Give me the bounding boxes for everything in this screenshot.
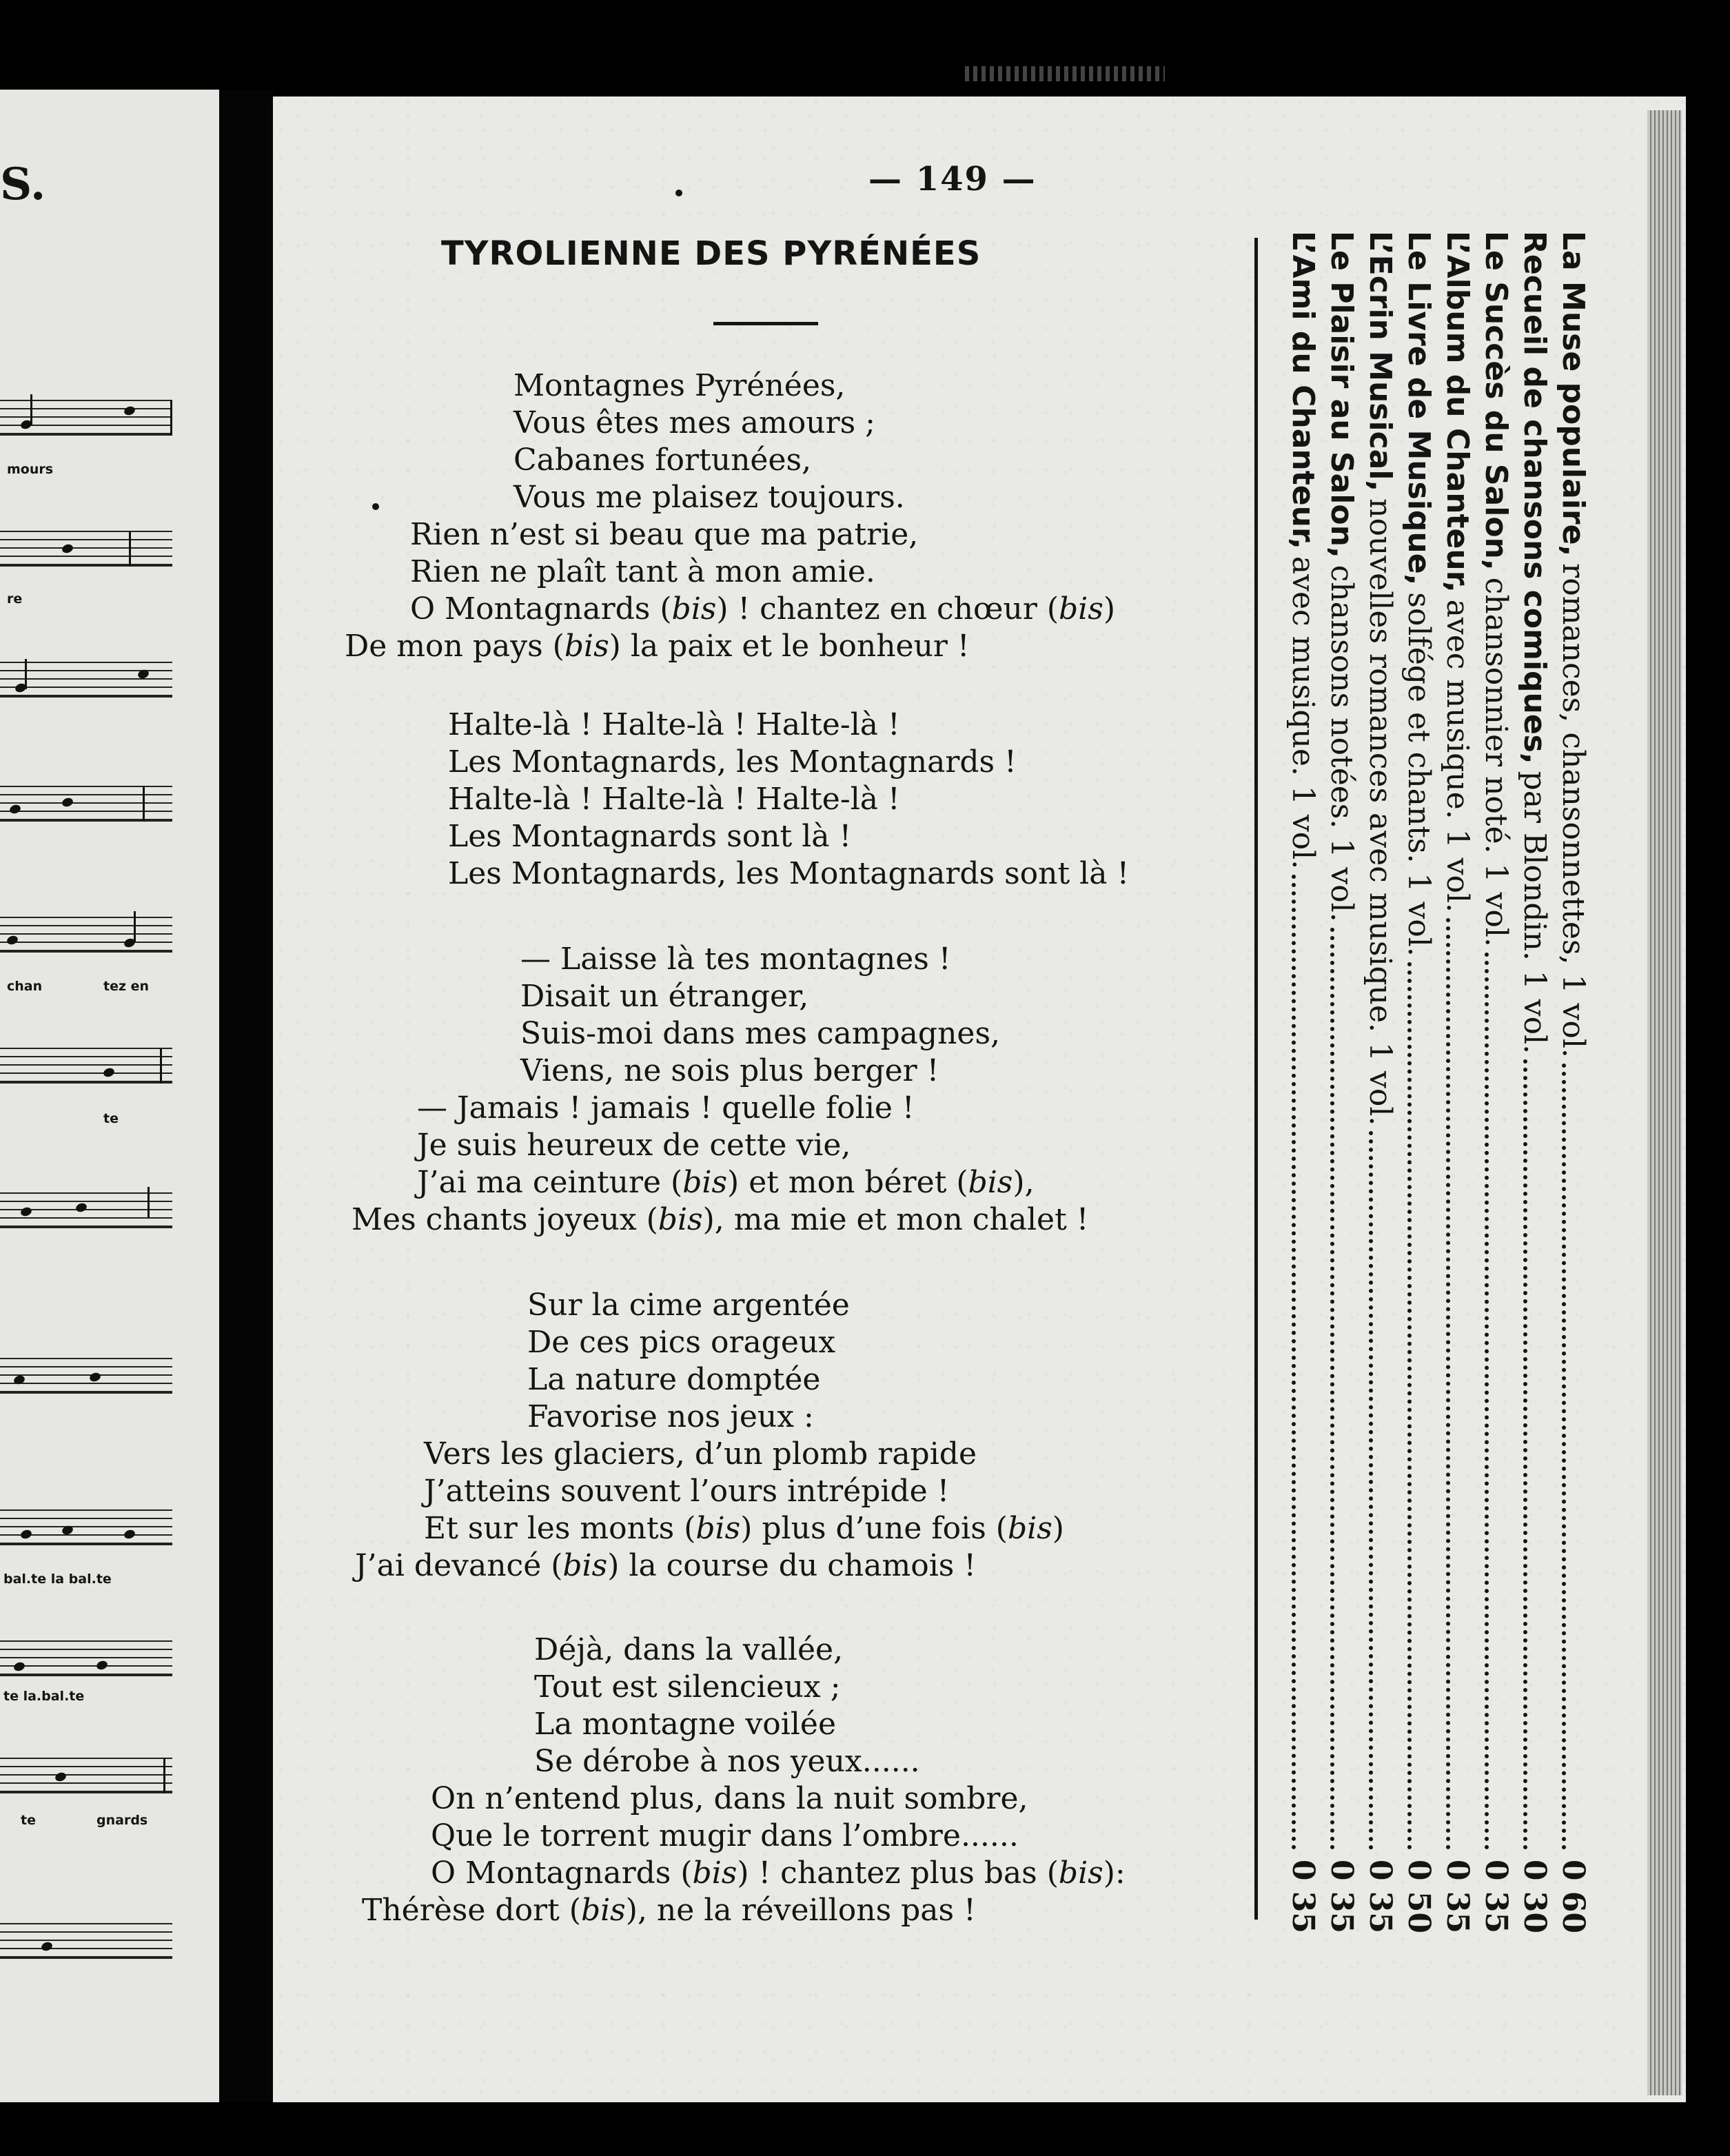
catalogue-entry — [1554, 231, 1592, 1933]
catalogue-entry-title: Le Plaisir au Salon, — [1324, 231, 1359, 558]
music-staff — [0, 1640, 172, 1676]
catalogue-entry-description: par Blondin. 1 vol. — [1517, 771, 1552, 1055]
music-note — [8, 804, 21, 815]
lyric-fragment: bal.te la bal.te — [3, 1572, 112, 1587]
verse-line: Suis-moi dans mes campagnes, — [520, 1016, 1001, 1051]
verse-line: O Montagnards (bis) ! chantez plus bas (bis): — [431, 1855, 1126, 1891]
music-note-stem — [134, 911, 136, 942]
music-staff — [0, 1923, 172, 1959]
catalogue-entry-price: 0 30 — [1517, 1859, 1552, 1933]
verse-line: De ces pics orageux — [527, 1325, 836, 1360]
page-edges — [1647, 110, 1682, 2095]
lyric-fragment: tez en — [103, 979, 150, 994]
title-rule — [713, 322, 818, 325]
music-note — [54, 1771, 67, 1783]
music-note — [19, 1529, 32, 1540]
catalogue-entry-title: Recueil de chansons comiques, — [1517, 231, 1552, 764]
catalogue-entry-price: 0 50 — [1401, 1859, 1436, 1933]
music-staff — [0, 786, 172, 822]
catalogue-entry-title: L’Ami du Chanteur, — [1285, 231, 1321, 549]
catalogue-entry — [1399, 231, 1438, 1933]
catalogue-entry-price: 0 35 — [1440, 1859, 1475, 1933]
previous-page-fragment — [0, 90, 219, 2102]
verse-line: Halte-là ! Halte-là ! Halte-là ! — [448, 782, 900, 817]
verse-line: Tout est silencieux ; — [534, 1669, 841, 1705]
music-note — [12, 1661, 26, 1673]
catalogue-entry — [1515, 231, 1554, 1933]
catalogue-entry-title: Le Succès du Salon, — [1478, 231, 1514, 571]
verse-line: Mes chants joyeux (bis), ma mie et mon chalet ! — [352, 1202, 1089, 1237]
verse-line: On n’entend plus, dans la nuit sombre, — [431, 1781, 1028, 1816]
music-staff — [0, 1509, 172, 1545]
verse-line: Les Montagnards, les Montagnards ! — [448, 744, 1017, 780]
verse-line: Cabanes fortunées, — [513, 443, 812, 478]
catalogue-entry — [1438, 231, 1476, 1933]
catalogue-entry-description: chansons notées. 1 vol. — [1324, 565, 1359, 922]
catalogue-entry-price: 0 35 — [1478, 1859, 1514, 1933]
print-smudge — [965, 66, 1165, 81]
music-staff — [0, 1358, 172, 1394]
lyric-fragment: gnards — [96, 1813, 148, 1828]
catalogue-entry — [1361, 231, 1399, 1933]
dot-leader — [1523, 1059, 1527, 1850]
verse-line: Disait un étranger, — [520, 979, 809, 1014]
catalogue-entry — [1476, 231, 1515, 1933]
dot-leader — [1446, 918, 1450, 1850]
verse-line: J’atteins souvent l’ours intrépide ! — [424, 1474, 950, 1509]
verse-line: Que le torrent mugir dans l’ombre...... — [431, 1818, 1019, 1853]
catalogue-entry-description: avec musique. 1 vol. — [1285, 556, 1321, 870]
music-barline — [163, 1758, 165, 1793]
verse-line: — Laisse là tes montagnes ! — [520, 942, 951, 977]
music-note — [61, 1525, 74, 1536]
dot-leader — [1330, 928, 1334, 1850]
music-staff — [0, 1758, 172, 1793]
catalogue-entry-title: L’Ecrin Musical, — [1363, 231, 1398, 492]
lyric-fragment: mours — [7, 462, 54, 477]
stray-dot — [372, 503, 379, 510]
music-note — [6, 935, 19, 946]
dot-leader — [1407, 962, 1412, 1850]
catalogue-entry-price: 0 35 — [1324, 1859, 1359, 1933]
verse-line: La nature domptée — [527, 1362, 821, 1397]
verse-line: — Jamais ! jamais ! quelle folie ! — [417, 1090, 915, 1126]
music-note — [123, 1529, 136, 1540]
verse-line: Vous êtes mes amours ; — [513, 405, 875, 440]
music-note-stem — [147, 1187, 150, 1217]
verse-line: Halte-là ! Halte-là ! Halte-là ! — [448, 707, 900, 742]
music-note — [61, 543, 74, 555]
verse-line: De mon pays (bis) la paix et le bonheur ! — [345, 629, 970, 664]
music-note — [40, 1941, 53, 1953]
verse-line: Je suis heureux de cette vie, — [417, 1128, 851, 1163]
dot-leader — [1292, 875, 1296, 1850]
verse-line: La montagne voilée — [534, 1707, 837, 1742]
song-title: TYROLIENNE DES PYRÉNÉES — [441, 234, 981, 273]
verse-line: O Montagnards (bis) ! chantez en chœur (bis) — [410, 591, 1116, 627]
column-divider — [1254, 238, 1258, 1920]
verse-line: Rien n’est si beau que ma patrie, — [410, 517, 919, 552]
catalogue-entry — [1322, 231, 1361, 1933]
verse-line: Favorise nos jeux : — [527, 1399, 814, 1434]
catalogue-entry-description: romances, chansonnettes, 1 vol. — [1556, 563, 1591, 1058]
music-staff — [0, 531, 172, 567]
music-note — [19, 1206, 32, 1218]
catalogue-entry-price: 0 35 — [1363, 1859, 1398, 1933]
verse-line: Déjà, dans la vallée, — [534, 1632, 844, 1667]
catalogue-entry-description: avec musique. 1 vol. — [1440, 599, 1475, 913]
music-barline — [160, 1048, 162, 1084]
music-staff — [0, 1192, 172, 1228]
verse-line: Vers les glaciers, d’un plomb rapide — [424, 1436, 977, 1472]
lyric-fragment: te — [21, 1813, 36, 1828]
music-note — [88, 1372, 101, 1383]
catalogue-entry-description: nouvelles romances avec musique. 1 vol. — [1363, 498, 1398, 1126]
music-note — [102, 1067, 115, 1079]
dot-leader — [1485, 953, 1489, 1850]
verse-line: Sur la cime argentée — [527, 1288, 850, 1323]
verse-line: Les Montagnards, les Montagnards sont là ! — [448, 856, 1130, 891]
verse-line: Les Montagnards sont là ! — [448, 819, 852, 854]
music-staff — [0, 400, 172, 436]
catalogue-entry-description: solfége et chants. 1 vol. — [1401, 592, 1436, 957]
catalogue-entry-title: Le Livre de Musique, — [1401, 231, 1436, 586]
verse-line: Se dérobe à nos yeux...... — [534, 1744, 920, 1779]
catalogue-entry-price: 0 35 — [1285, 1859, 1321, 1933]
lyric-fragment: chan — [7, 979, 43, 994]
verse-line: Et sur les monts (bis) plus d’une fois (bis) — [424, 1511, 1064, 1546]
music-note — [12, 1374, 26, 1386]
music-note-stem — [30, 394, 32, 425]
dot-leader — [1562, 1064, 1566, 1850]
previous-page-heading-fragment: S. — [0, 159, 46, 210]
music-barline — [143, 786, 145, 822]
music-staff — [0, 1048, 172, 1084]
page-number: — 149 — — [868, 160, 1037, 199]
verse-line: Montagnes Pyrénées, — [513, 368, 846, 403]
catalogue-entry-description: chansonnier noté. 1 vol. — [1478, 577, 1514, 947]
catalogue-entry-title: L’Album du Chanteur, — [1440, 231, 1475, 593]
music-barline — [129, 531, 131, 567]
music-note — [95, 1660, 108, 1671]
verse-line: Viens, ne sois plus berger ! — [520, 1053, 939, 1088]
verse-line: J’ai ma ceinture (bis) et mon béret (bis), — [417, 1165, 1035, 1200]
catalogue-entry-title: La Muse populaire, — [1556, 231, 1591, 557]
music-note — [136, 669, 150, 680]
dot-leader — [1369, 1131, 1373, 1849]
music-staff — [0, 917, 172, 953]
catalogue-entry — [1283, 231, 1322, 1933]
catalogue-entry-price: 0 60 — [1556, 1859, 1591, 1933]
verse-line: Vous me plaisez toujours. — [513, 480, 905, 515]
stray-dot — [675, 190, 682, 196]
verse-line: Thérèse dort (bis), ne la réveillons pas ! — [362, 1893, 976, 1928]
music-barline — [170, 400, 172, 436]
verse-line: Rien ne plaît tant à mon amie. — [410, 554, 875, 589]
book-gutter — [219, 90, 273, 2102]
lyric-fragment: re — [7, 591, 23, 607]
music-note — [74, 1202, 88, 1214]
music-note-stem — [25, 659, 27, 689]
music-note — [61, 797, 74, 808]
music-note — [123, 405, 136, 417]
verse-line: J’ai devancé (bis) la course du chamois ! — [355, 1548, 977, 1583]
lyric-fragment: te la.bal.te — [3, 1689, 85, 1704]
lyric-fragment: te — [103, 1111, 119, 1126]
book-catalogue-advertisement — [1275, 231, 1592, 1933]
music-staff — [0, 662, 172, 698]
